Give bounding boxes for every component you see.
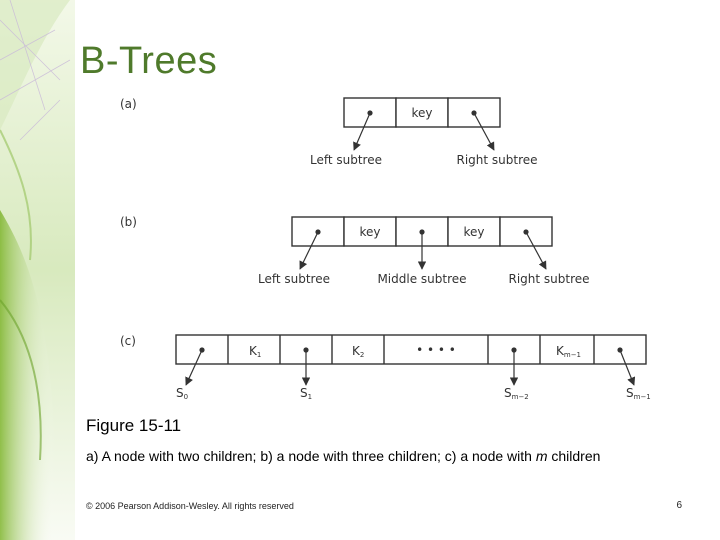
panel-c-label: (c) bbox=[120, 334, 136, 348]
subtree-s0: S0 bbox=[176, 386, 189, 401]
left-subtree-label: Left subtree bbox=[309, 153, 383, 167]
right-subtree-label: Right subtree bbox=[508, 272, 590, 286]
node-c-outline bbox=[176, 335, 646, 364]
key-km-1: Km−1 bbox=[556, 344, 582, 359]
panel-a-label: (a) bbox=[120, 97, 137, 111]
slide-title: B-Trees bbox=[80, 40, 218, 82]
caption-italic-m: m bbox=[535, 448, 548, 464]
page-number: 6 bbox=[676, 500, 682, 511]
node-b-key-2: key bbox=[463, 225, 485, 239]
panel-a bbox=[120, 97, 538, 167]
middle-subtree-label: Middle subtree bbox=[377, 272, 467, 286]
subtree-sm-1: Sm−1 bbox=[626, 386, 651, 401]
subtree-sm-2: Sm−2 bbox=[504, 386, 529, 401]
panel-c bbox=[120, 334, 651, 401]
subtree-s1: S1 bbox=[300, 386, 313, 401]
panel-b bbox=[120, 215, 590, 286]
copyright-footer: © 2006 Pearson Addison-Wesley. All rights reserved bbox=[86, 501, 294, 511]
key-ellipsis: • • • • bbox=[416, 343, 456, 357]
key-k1: K1 bbox=[249, 344, 262, 359]
left-subtree-label: Left subtree bbox=[257, 272, 331, 286]
panel-b-label: (b) bbox=[120, 215, 137, 229]
right-subtree-label: Right subtree bbox=[456, 153, 538, 167]
key-k2: K2 bbox=[352, 344, 365, 359]
node-a-key: key bbox=[411, 106, 433, 120]
caption-text-part-2: children bbox=[547, 448, 601, 464]
figure-caption-title: Figure 15-11 bbox=[86, 416, 182, 435]
caption-text-part-1: a) A node with two children; b) a node with three children; c) a node with bbox=[86, 448, 536, 464]
figure-caption-text bbox=[86, 445, 646, 467]
node-b-key-1: key bbox=[359, 225, 381, 239]
